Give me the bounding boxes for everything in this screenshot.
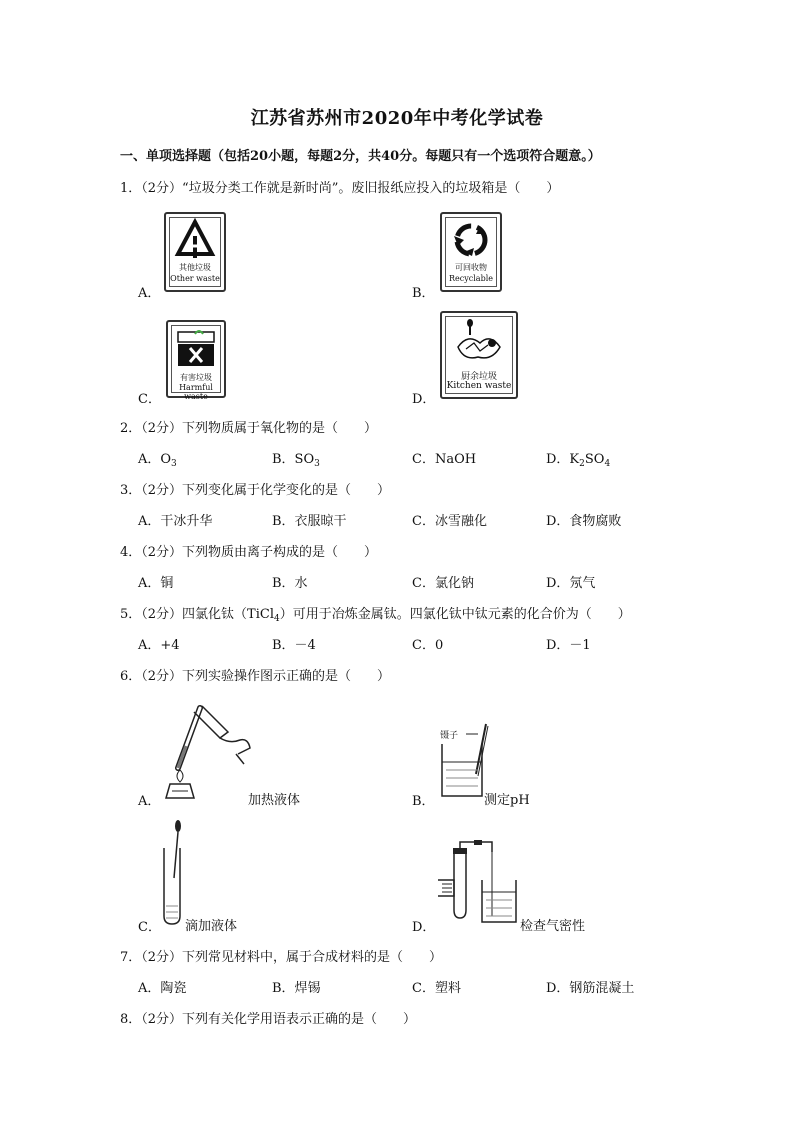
q7-option-a: A．陶瓷 [138,981,187,996]
other-waste-bin-icon [164,212,226,292]
recyclable-bin-icon [440,212,502,292]
q1-option-c-label: C． [138,392,161,407]
question-1-stem: 1．（2分）“垃圾分类工作就是新时尚”。废旧报纸应投入的垃圾箱是（ ） [120,181,560,196]
kitchen-waste-bin-icon [440,311,518,399]
q6-d-caption: 检查气密性 [520,919,586,934]
q5-option-a: A．+4 [138,638,180,653]
bin-a-en: Other waste [170,274,220,283]
q3-option-c: C．冰雪融化 [412,514,487,529]
bin-d-en: Kitchen waste [446,381,512,391]
bin-a-zh: 其他垃圾 [179,263,211,272]
q6-b-caption: 测定pH [484,793,530,808]
q5-option-d: D．－1 [546,638,591,653]
question-3-stem: 3．（2分）下列变化属于化学变化的是（ ） [120,483,391,498]
harmful-waste-bin-icon [166,320,226,401]
bin-b-en: Recyclable [449,274,493,283]
question-6-stem: 6．（2分）下列实验操作图示正确的是（ ） [120,669,391,684]
page-title: 江苏省苏州市2020年中考化学试卷 [250,108,544,129]
q7-option-c: C．塑料 [412,981,461,996]
q6-option-b-label: B． [412,794,435,809]
bin-d-zh: 厨余垃圾 [460,372,497,382]
q4-option-a: A．铜 [138,576,174,591]
q5-option-c: C．0 [412,638,444,653]
q6-option-c-label: C． [138,920,161,935]
question-7-stem: 7．（2分）下列常见材料中，属于合成材料的是（ ） [120,950,443,965]
q1-option-d-label: D． [412,392,436,407]
airtightness-check-icon [436,840,520,928]
bin-c-en: Harmful waste [179,383,213,401]
dropper-test-tube-icon [160,820,190,926]
q4-option-d: D．氖气 [546,576,596,591]
question-4-stem: 4．（2分）下列物质由离子构成的是（ ） [120,545,378,560]
q3-option-a: A．干冰升华 [138,514,213,529]
question-2-stem: 2．（2分）下列物质属于氧化物的是（ ） [120,421,378,436]
tweezers-label: 镊子 [440,731,459,741]
q2-option-c: C．NaOH [412,452,477,467]
q6-option-a-label: A． [138,794,161,809]
q6-c-caption: 滴加液体 [185,919,238,934]
q3-option-b: B．衣服晾干 [272,514,347,529]
q4-option-b: B．水 [272,576,308,591]
question-5-stem: 5．（2分）四氯化钛（TiCl$_4$）可用于冶炼金属钛。四氯化钛中钛元素的化合价为（ ） [120,607,631,624]
q1-option-b-label: B． [412,286,435,301]
q2-option-a: A．$O_3$ [138,452,177,469]
q4-option-c: C．氯化钠 [412,576,474,591]
bin-c-zh: 有害垃圾 [180,373,212,382]
heating-liquid-diagram-icon [160,698,250,802]
q5-option-b: B．－4 [272,638,316,653]
q2-option-b: B．$SO_3$ [272,452,320,469]
q2-option-d: D．$K_2SO_4$ [546,452,611,469]
question-8-stem: 8．（2分）下列有关化学用语表示正确的是（ ） [120,1012,417,1027]
q7-option-b: B．焊锡 [272,981,321,996]
q6-option-d-label: D． [412,920,436,935]
bin-b-zh: 可回收物 [455,263,487,272]
q6-a-caption: 加热液体 [248,793,301,808]
q1-option-a-label: A． [138,286,161,301]
q7-option-d: D．钢筋混凝土 [546,981,635,996]
section-heading: 一、单项选择题（包括20小题，每题2分，共40分。每题只有一个选项符合题意。） [120,149,601,164]
q3-option-d: D．食物腐败 [546,514,622,529]
